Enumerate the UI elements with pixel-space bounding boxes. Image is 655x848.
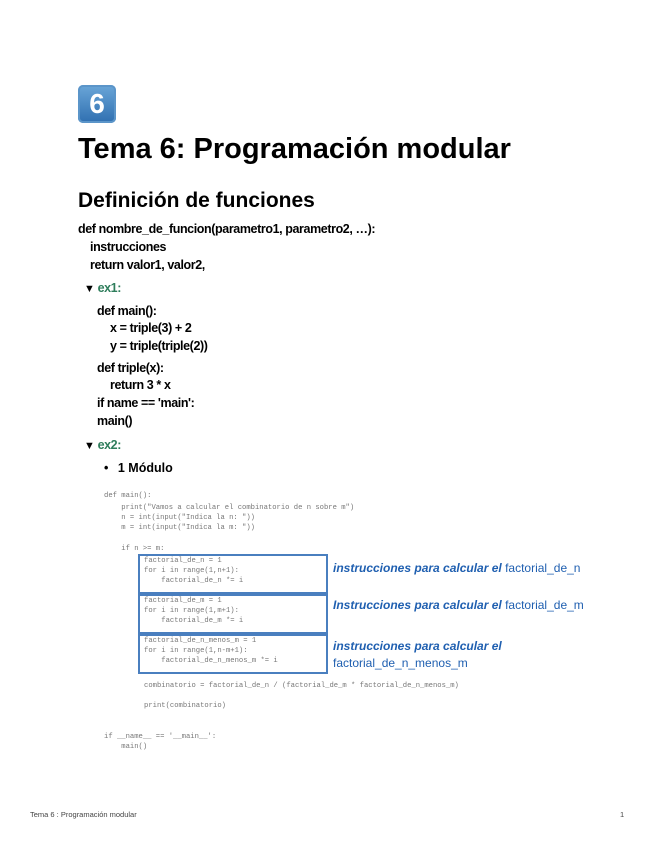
code-line: combinatorio = factorial_de_n / (factorial_de_m * factorial_de_n_menos_m) (144, 682, 459, 690)
annotation-emphasis: Instrucciones para calcular el (333, 598, 502, 612)
ex1-code-line: main() (97, 414, 133, 428)
code-line: def main(): (104, 492, 152, 500)
code-image (104, 488, 484, 758)
ex1-code-line: def triple(x): (97, 361, 164, 375)
syntax-line-def: def nombre_de_funcion(parametro1, parametro2, …): (78, 222, 376, 236)
expand-triangle-icon: ▼ (84, 440, 95, 452)
code-line: print("Vamos a calcular el combinatorio de n sobre m") (104, 504, 355, 512)
ex1-code-line: def main(): (97, 304, 157, 318)
code-line: factorial_de_n_menos_m = 1 (144, 637, 257, 645)
ex2-label: ex2: (97, 438, 121, 452)
number-six-emoji-icon: 6 (78, 85, 116, 123)
code-line: factorial_de_m *= i (144, 617, 244, 625)
ex1-code-line: x = triple(3) + 2 (110, 321, 192, 335)
code-line: if n >= m: (104, 545, 165, 553)
ex1-code-line: return 3 * x (110, 378, 171, 392)
page-title: Tema 6: Programación modular (78, 133, 511, 165)
code-line: factorial_de_n = 1 (144, 557, 222, 565)
ex2-bullet-item (104, 461, 173, 475)
bullet-dot-icon: • (104, 461, 109, 475)
code-line: print(combinatorio) (144, 702, 226, 710)
ex1-code-line: if name == 'main': (97, 396, 195, 410)
code-line: if __name__ == '__main__': (104, 733, 217, 741)
code-line: factorial_de_n_menos_m *= i (144, 657, 278, 665)
page-number: 1 (620, 810, 625, 819)
code-line: main() (104, 743, 148, 751)
expand-triangle-icon: ▼ (84, 283, 95, 295)
code-line: m = int(input("Indica la m: ")) (104, 524, 255, 532)
syntax-line-instructions: instrucciones (90, 240, 167, 254)
footer-left: Tema 6 : Programación modular (30, 810, 137, 819)
annotation-emphasis: instrucciones para calcular el (333, 639, 502, 653)
annotation-factorial-m (333, 598, 584, 612)
ex1-toggle[interactable] (84, 281, 121, 295)
annotation-variable: factorial_de_m (501, 598, 584, 612)
annotation-emphasis: instrucciones para calcular el (333, 561, 502, 575)
code-line: n = int(input("Indica la n: ")) (104, 514, 255, 522)
syntax-line-return: return valor1, valor2, (90, 258, 205, 272)
code-line: for i in range(1,m+1): (144, 607, 239, 615)
ex2-toggle[interactable] (84, 438, 121, 452)
annotation-variable: factorial_de_n (501, 561, 581, 575)
code-line: for i in range(1,n-m+1): (144, 647, 248, 655)
bullet-text: 1 Módulo (117, 461, 173, 475)
annotation-variable-n-menos-m: factorial_de_n_menos_m (333, 656, 468, 670)
section-title: Definición de funciones (78, 189, 315, 212)
code-line: for i in range(1,n+1): (144, 567, 239, 575)
code-line: factorial_de_m = 1 (144, 597, 222, 605)
ex1-label: ex1: (97, 281, 121, 295)
annotation-factorial-n (333, 561, 580, 575)
code-line: factorial_de_n *= i (144, 577, 244, 585)
ex1-code-line: y = triple(triple(2)) (110, 339, 208, 353)
annotation-factorial-n-menos-m (333, 639, 502, 653)
